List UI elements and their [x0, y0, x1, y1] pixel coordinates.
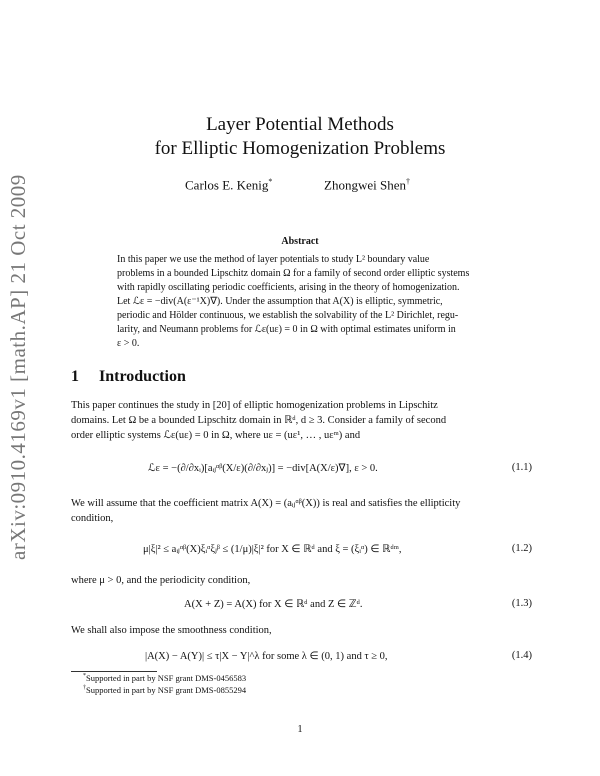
footnote-rule	[71, 671, 157, 672]
author-2-name: Zhongwei Shen	[324, 177, 406, 193]
body-line: We will assume that the coefficient matrix A(X) = (aᵢⱼᵅᵝ(X)) is real and satisfies the ellipticity	[71, 498, 461, 509]
author-2	[324, 177, 410, 193]
author-2-footnote-mark: †	[405, 177, 410, 186]
abstract-body	[117, 253, 503, 351]
equation-number-1-2: (1.2)	[511, 543, 532, 554]
abstract-line: In this paper we use the method of layer potentials to study L² boundary value	[117, 254, 430, 265]
equation-1-3: A(X + Z) = A(X) for X ∈ ℝᵈ and Z ∈ ℤᵈ.	[184, 599, 363, 610]
author-1	[185, 177, 272, 193]
abstract-line: Let ℒε = −div(A(ε⁻¹X)∇). Under the assumption that A(X) is elliptic, symmetric,	[117, 296, 443, 307]
author-1-name: Carlos E. Kenig	[185, 177, 269, 193]
footnote-2	[83, 685, 246, 695]
equation-number-1-3: (1.3)	[511, 598, 532, 609]
abstract-heading: Abstract	[281, 236, 319, 247]
abstract-line: periodic and Hölder continuous, we establish the solvability of the L² Dirichlet, regu-	[117, 310, 459, 321]
footnote-2-mark: †	[83, 685, 86, 692]
author-1-footnote-mark: *	[268, 177, 273, 186]
footnote-2-text: Supported in part by NSF grant DMS-0855294	[86, 685, 247, 695]
body-line: condition,	[71, 513, 114, 524]
abstract-line: larity, and Neumann problems for ℒε(uε) = 0 in Ω with optimal estimates uniform in	[117, 324, 456, 335]
footnote-1-text: Supported in part by NSF grant DMS-0456583	[86, 673, 247, 683]
paper-title-line-2: for Elliptic Homogenization Problems	[154, 138, 446, 159]
intro-paragraph-4: We shall also impose the smoothness condition,	[71, 625, 272, 636]
equation-1-1: ℒε = −(∂/∂xᵢ)[aᵢⱼᵅᵝ(X/ε)(∂/∂xⱼ)] = −div[A(X/ε)∇], ε > 0.	[148, 463, 378, 474]
section-title: Introduction	[99, 368, 186, 385]
arxiv-margin-stamp: arXiv:0910.4169v1 [math.AP] 21 Oct 2009	[6, 174, 30, 560]
page-number: 1	[297, 724, 303, 735]
equation-number-1-4: (1.4)	[511, 650, 532, 661]
equation-1-2: μ|ξ|² ≤ aᵢⱼᵅᵝ(X)ξᵢᵅξⱼᵝ ≤ (1/μ)|ξ|² for X ∈ ℝᵈ and ξ = (ξᵢᵅ) ∈ ℝᵈᵐ,	[143, 544, 402, 555]
equation-number-1-1: (1.1)	[511, 462, 532, 473]
intro-paragraph-2	[71, 496, 531, 526]
footnote-1	[83, 673, 246, 683]
paper-title-line-1: Layer Potential Methods	[206, 114, 394, 135]
body-line: This paper continues the study in [20] of elliptic homogenization problems in Lipschitz	[71, 400, 438, 411]
body-line: order elliptic systems ℒε(uε) = 0 in Ω, where uε = (uε¹, … , uεᵐ) and	[71, 430, 361, 441]
abstract-line: ε > 0.	[117, 338, 140, 349]
section-heading	[71, 368, 186, 386]
section-number: 1	[71, 368, 79, 385]
intro-paragraph-1	[71, 398, 531, 443]
abstract-line: problems in a bounded Lipschitz domain Ω for a family of second order elliptic systems	[117, 268, 470, 279]
equation-1-4: |A(X) − A(Y)| ≤ τ|X − Y|^λ for some λ ∈ (0, 1) and τ ≥ 0,	[145, 651, 388, 662]
body-line: domains. Let Ω be a bounded Lipschitz domain in ℝᵈ, d ≥ 3. Consider a family of second	[71, 415, 447, 426]
footnote-1-mark: *	[83, 673, 86, 680]
abstract-line: with rapidly oscillating periodic coefficients, arising in the theory of homogenization.	[117, 282, 460, 293]
intro-paragraph-3: where μ > 0, and the periodicity condition,	[71, 575, 251, 586]
